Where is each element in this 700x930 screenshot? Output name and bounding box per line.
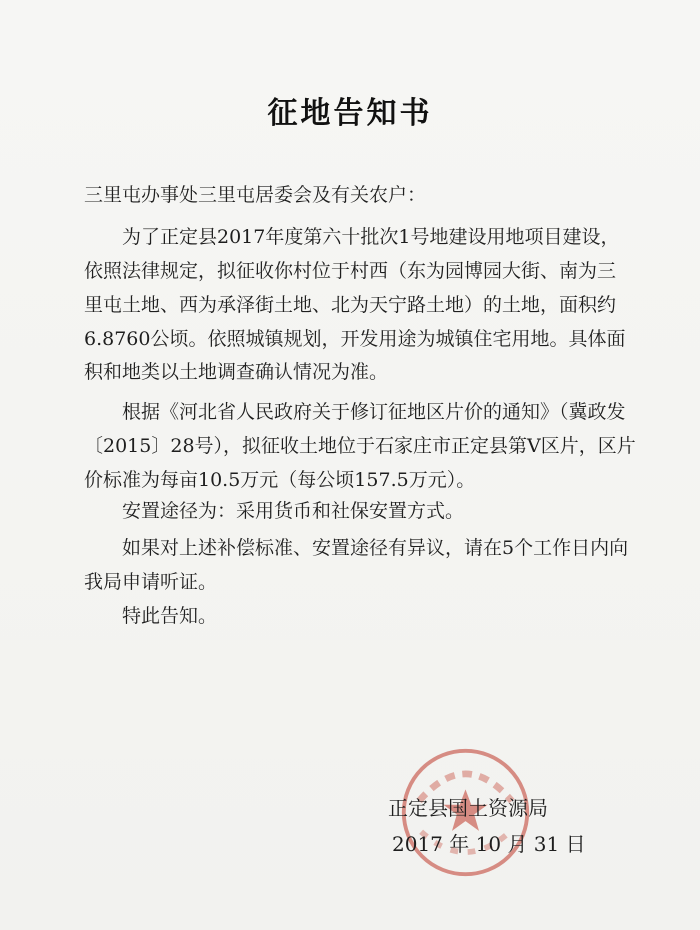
paragraph2-line3: 价标准为每亩10.5万元（每公顷157.5万元）。: [84, 469, 476, 491]
issuer: 正定县国土资源局: [388, 796, 548, 820]
paragraph3: 安置途径为：采用货币和社保安置方式。: [122, 500, 465, 522]
paragraph1-line3: 里屯土地、西为承泽街土地、北为天宁路土地）的土地，面积约: [84, 294, 617, 316]
issue-date: 2017 年 10 月 31 日: [392, 832, 586, 856]
document-title: 征地告知书: [267, 96, 433, 131]
paragraph1-line2: 依照法律规定，拟征收你村位于村西（东为园博园大街、南为三: [84, 260, 617, 282]
paragraph4-line1: 如果对上述补偿标准、安置途径有异议，请在5个工作日内向: [122, 537, 629, 559]
paragraph2-line2: 〔2015〕28号），拟征收土地位于石家庄市正定县第V区片，区片: [84, 435, 636, 457]
addressee: 三里屯办事处三里屯居委会及有关农户：: [84, 184, 427, 206]
paragraph1-line5: 积和地类以土地调查确认情况为准。: [84, 361, 389, 383]
closing: 特此告知。: [122, 605, 218, 627]
paragraph2-line1: 根据《河北省人民政府关于修订征地区片价的通知》（冀政发: [122, 401, 626, 423]
paragraph1-line4: 6.8760公顷。依照城镇规划，开发用途为城镇住宅用地。具体面: [84, 328, 626, 350]
paragraph4-line2: 我局申请听证。: [84, 571, 218, 593]
paragraph1-line1: 为了正定县2017年度第六十批次1号地建设用地项目建设，: [122, 226, 620, 248]
